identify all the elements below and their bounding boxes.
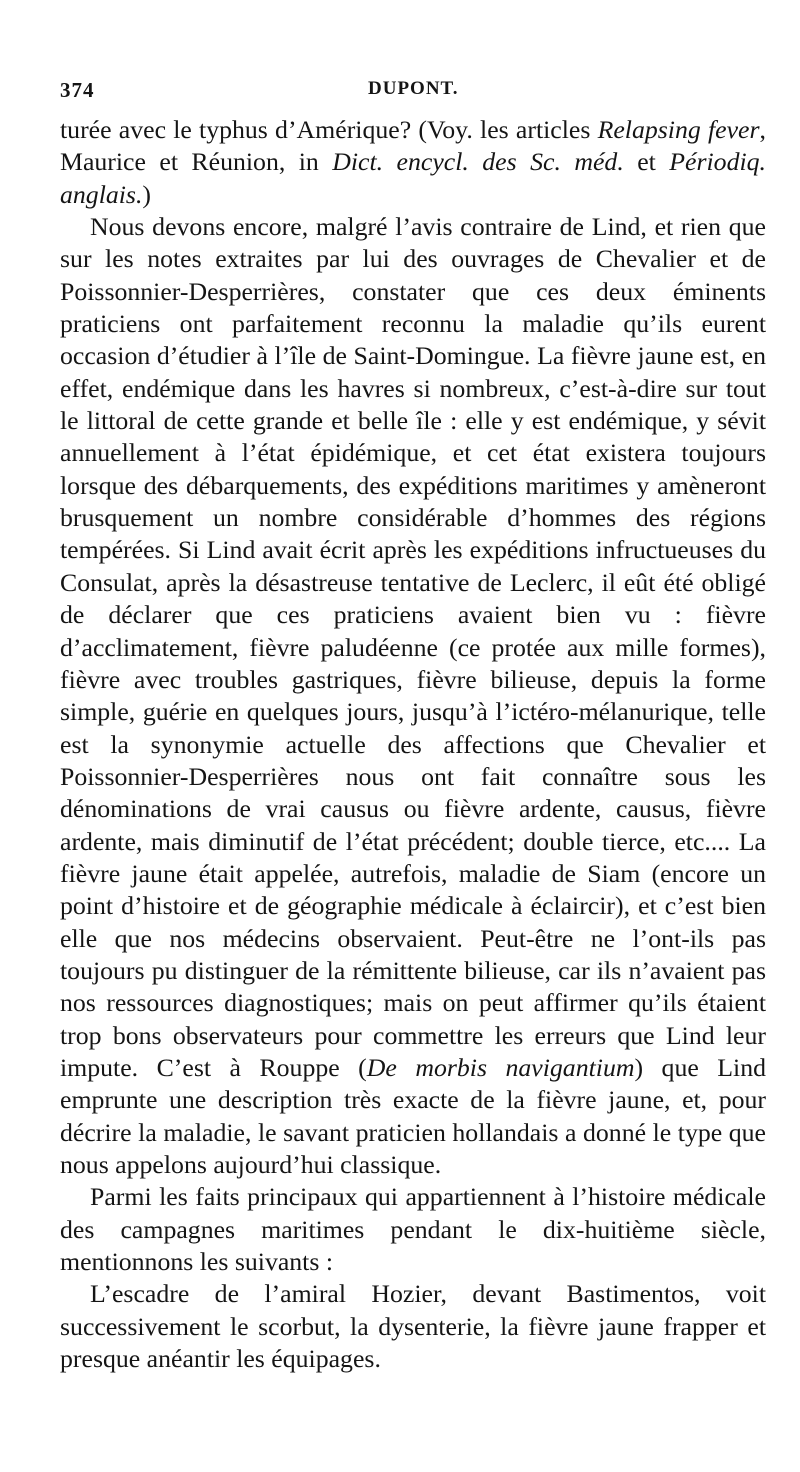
italic-run: De morbis navigantium [366,1052,635,1082]
paragraph-campaigns [60,1181,766,1278]
body-text [60,114,766,1375]
italic-run: Relapsing fever [597,115,760,144]
text-run: ) que Lind emprunte une description très exacte de la fièvre jaune, et, pour décrire la maladie, le savant praticien hollandais a donné le type que nous appelons aujourd’hui classique. [60,1052,767,1179]
text-run: Nous devons encore, malgré l’avis contraire de Lind, et rien que sur les notes extraites par lui des ouvrages de Chevalier et de Poissonnier-Desperrières, constater que ces deux éminents praticiens ont parfaitement reconnu la maladie qu’ils eurent occasion d’étudier à l’île de Saint-Domingue. La fièvre jaune est, en effet, endémique dans les havres si nombreux, c’est-à-dire sur tout le littoral de cette grande et belle île : elle y est endémique, y sévit annuellement à l’état épidémique, et cet état existera toujours lorsque des débarquements, des expéditions maritimes y amèneront brusquement un nombre considérable d’hommes des régions tempérées. Si Lind avait écrit après les expéditions infructueuses du Consulat, après la désastreuse tentative de Leclerc, il eût été obligé de déclarer que ces praticiens avaient bien vu : fièvre d’acclimatement, fièvre paludéenne (ce protée aux mille formes), fièvre avec troubles gastriques, fièvre bilieuse, depuis la forme simple, guérie en quelques jours, jusqu’à l’ictéro-mélanurique, telle est la synonymie actuelle des affections que Chevalier et Poissonnier-Desperrières nous ont fait connaître sous les dénominations de vrai causus ou fièvre ardente, causus, fièvre ardente, mais diminutif de l’état précédent; double tierce, etc.... La fièvre jaune était appelée, autrefois, maladie de Siam (encore un point d’histoire et de géographie médicale à éclaircir), et c’est bien elle que nos médecins observaient. Peut-être ne l’ont-ils pas toujours pu distinguer de la rémittente bilieuse, car ils n’avaient pas nos ressources diagnostiques; mais on peut affirmer qu’ils étaient trop bons observateurs pour commettre les erreurs que Lind leur impute. C’est à Rouppe ( [60,212,766,1082]
text-run: , Maurice et Réunion, in [60,115,766,177]
page-number: 374 [60,78,95,102]
text-run: turée avec le typhus d’Amérique? (Voy. les articles [60,115,598,144]
text-run: L’escadre de l’amiral Hozier, devant Bastimentos, voit successivement le scorbut, la dysenterie, la fièvre jaune frapper et presque anéantir les équipages. [60,1279,766,1374]
running-title: DUPONT. [368,78,459,99]
running-head [60,78,766,114]
paragraph-hozier [60,1278,766,1375]
text-run: Parmi les faits principaux qui appartiennent à l’histoire médicale des campagnes maritimes pendant le dix-huitième siècle, mentionnons les suivants : [60,1182,766,1277]
text-run: et [623,147,670,177]
italic-run: Dict. encycl. des Sc. méd. [332,147,624,177]
paragraph-saint-domingue [60,211,766,1181]
italic-run: Périodiq. anglais. [60,147,766,209]
text-run: ) [142,179,152,209]
paragraph-continuation [60,114,766,211]
